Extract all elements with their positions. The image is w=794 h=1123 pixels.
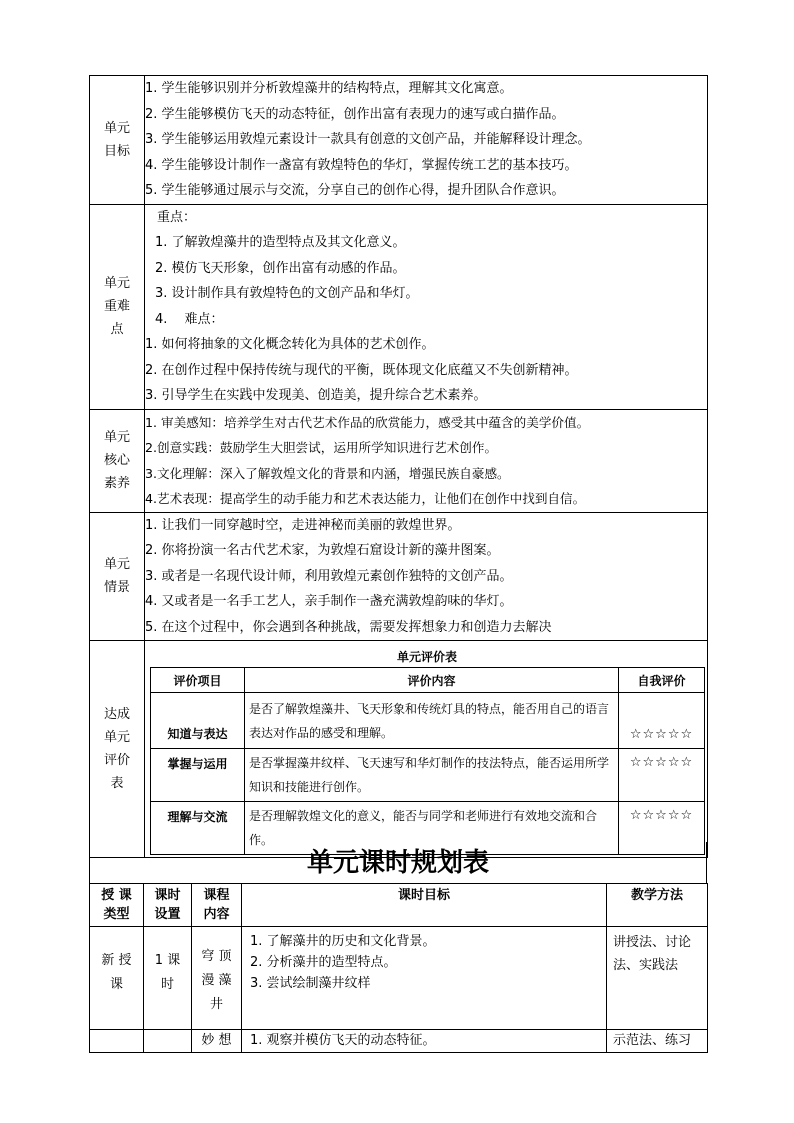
lesson-type: 新 授 课	[90, 927, 144, 1030]
key-points-label: 单元 重难 点	[90, 204, 145, 409]
teaching-methods: 讲授法、讨论 法、实践法	[607, 927, 708, 1030]
difficulty-heading: 4. 难点：	[155, 311, 224, 327]
scenario-row	[90, 512, 708, 641]
header-cell: 评价内容	[245, 668, 619, 693]
header-cell: 授 课 类型	[90, 884, 144, 927]
table-row	[151, 749, 705, 802]
list-item: 1. 审美感知：培养学生对古代艺术作品的欣赏能力，感受其中蕴含的美学价值。	[145, 414, 590, 430]
core-literacy-row	[90, 409, 708, 512]
list-item: 2.创意实践：鼓励学生大胆尝试，运用所学知识进行艺术创作。	[145, 440, 498, 455]
core-literacy-list	[145, 409, 708, 512]
teaching-methods: 示范法、练习	[607, 1030, 708, 1053]
evaluation-row	[90, 641, 708, 858]
self-rating-stars[interactable]: ☆☆☆☆☆	[619, 802, 705, 855]
list-item: 4.艺术表现：提高学生的动手能力和艺术表达能力，让他们在创作中找到自信。	[145, 491, 586, 506]
header-cell: 教学方法	[607, 884, 708, 927]
list-item: 5. 在这个过程中，你会遇到各种挑战，需要发挥想象力和创造力去解决	[145, 619, 552, 635]
lesson-goals: 1. 观察并模仿飞天的动态特征。	[242, 1030, 607, 1053]
header-cell: 课时目标	[242, 884, 607, 927]
table-row	[90, 927, 708, 1030]
plan-header-row	[90, 884, 708, 927]
course-content: 妙 想	[192, 1030, 242, 1053]
key-points-list	[145, 204, 708, 409]
evaluation-label: 达成 单元 评价 表	[90, 641, 145, 858]
list-item: 1. 让我们一同穿越时空，走进神秘而美丽的敦煌世界。	[145, 517, 461, 533]
list-item: 2. 在创作过程中保持传统与现代的平衡，既体现文化底蕴又不失创新精神。	[145, 362, 578, 378]
list-item: 2. 学生能够模仿飞天的动态特征，创作出富有表现力的速写或白描作品。	[145, 106, 565, 122]
course-content: 穹 顶 漫 藻 井	[192, 927, 242, 1030]
scenario-label: 单元 情景	[90, 512, 145, 641]
evaluation-item: 理解与交流	[151, 802, 245, 855]
evaluation-content: 是否了解敦煌藻井、飞天形象和传统灯具的特点，能否用自己的语言表达对作品的感受和理解。	[245, 693, 619, 749]
unit-goals-label: 单元 目标	[90, 76, 145, 205]
lesson-plan-table	[89, 883, 708, 1053]
list-item: 3. 或者是一名现代设计师，利用敦煌元素创作独特的文创产品。	[145, 568, 513, 584]
unit-goals-list	[145, 76, 708, 205]
self-rating-stars[interactable]: ☆☆☆☆☆	[619, 693, 705, 749]
key-points-heading: 重点：	[157, 209, 197, 225]
self-rating-stars[interactable]: ☆☆☆☆☆	[619, 749, 705, 802]
list-item: 5. 学生能够通过展示与交流，分享自己的创作心得，提升团队合作意识。	[145, 183, 565, 198]
page-title: 单元课时规划表	[89, 842, 707, 884]
lesson-type	[90, 1030, 144, 1053]
evaluation-cell	[145, 641, 708, 858]
list-item: 2. 模仿飞天形象，创作出富有动感的作品。	[155, 260, 406, 276]
header-cell: 课程 内容	[192, 884, 242, 927]
list-item: 3. 学生能够运用敦煌元素设计一款具有创意的文创产品，并能解释设计理念。	[145, 132, 591, 147]
list-item: 1. 如何将抽象的文化概念转化为具体的艺术创作。	[145, 337, 435, 352]
table-row	[151, 693, 705, 749]
evaluation-item: 知道与表达	[151, 693, 245, 749]
header-cell: 评价项目	[151, 668, 245, 693]
list-item: 3.文化理解：深入了解敦煌文化的背景和内涵，增强民族自豪感。	[145, 465, 510, 481]
lesson-goals: 1. 了解藻井的历史和文化背景。 2. 分析藻井的造型特点。 3. 尝试绘制藻井纹样	[242, 927, 607, 1030]
evaluation-item: 掌握与运用	[151, 749, 245, 802]
evaluation-header-row	[151, 668, 705, 693]
core-literacy-label: 单元 核心 素养	[90, 409, 145, 512]
list-item: 3. 设计制作具有敦煌特色的文创产品和华灯。	[155, 286, 419, 301]
list-item: 4. 学生能够设计制作一盏富有敦煌特色的华灯，掌握传统工艺的基本技巧。	[145, 157, 578, 173]
unit-overview-table	[89, 75, 708, 858]
header-cell: 自我评价	[619, 668, 705, 693]
evaluation-table	[150, 667, 705, 855]
table-row	[90, 1030, 708, 1053]
list-item: 1. 学生能够识别并分析敦煌藻井的结构特点，理解其文化寓意。	[145, 81, 513, 96]
list-item: 3. 引导学生在实践中发现美、创造美，提升综合艺术素养。	[145, 388, 487, 403]
list-item: 1. 了解敦煌藻井的造型特点及其文化意义。	[155, 235, 406, 250]
key-points-row	[90, 204, 708, 409]
list-item: 4. 又或者是一名手工艺人，亲手制作一盏充满敦煌韵味的华灯。	[145, 594, 513, 609]
list-item: 2. 你将扮演一名古代艺术家，为敦煌石窟设计新的藻井图案。	[145, 543, 500, 558]
header-cell: 课时 设置	[144, 884, 192, 927]
evaluation-table-caption: 单元评价表	[396, 650, 457, 664]
evaluation-content: 是否掌握藻井纹样、飞天速写和华灯制作的技法特点，能否运用所学知识和技能进行创作。	[245, 749, 619, 802]
lesson-hours	[144, 1030, 192, 1053]
evaluation-content: 是否理解敦煌文化的意义，能否与同学和老师进行有效地交流和合作。	[245, 802, 619, 855]
unit-goals-row	[90, 76, 708, 205]
lesson-hours: 1 课 时	[144, 927, 192, 1030]
scenario-list	[145, 512, 708, 641]
